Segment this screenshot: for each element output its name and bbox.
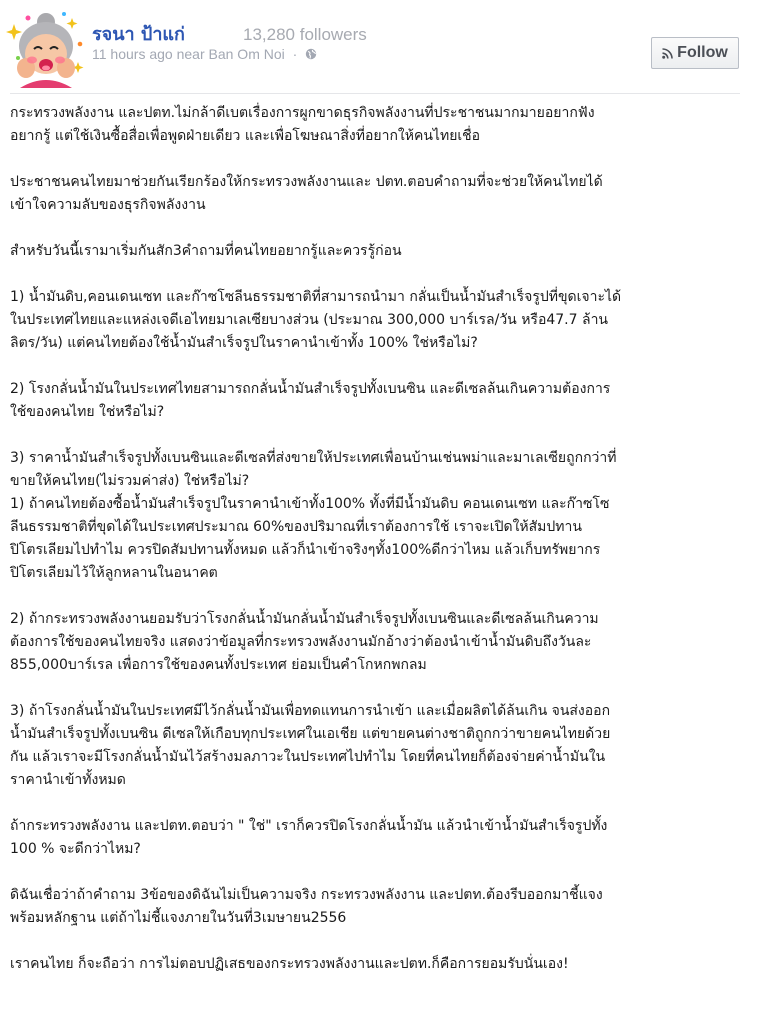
followers-count[interactable]: 13,280 followers [243, 25, 367, 44]
author-name[interactable]: รจนา ป้าแก่ [92, 24, 185, 45]
question-1: 1) น้ำมันดิบ,คอนเดนเซท และก๊าซโซลีนธรรมชาติที่สามารถนำมา กลั่นเป็นน้ำมันสำเร็จรูปที่ขุดเจาะได้ ในประเทศไทยและแหล่งเจดีเอไทยมาเลเซียบางส่วน (ประมาณ 300,000 บาร์เรล/วัน หรือ47.7 ล้าน ลิตร/วัน) แต่คนไทยต้องใช้น้ำมันสำเร็จรูปในราคานำเข้าทั้ง 100% ใช่หรือไม่? [10, 289, 622, 351]
paragraph: เราคนไทย ก็จะถือว่า การไม่ตอบปฏิเสธของกระทรวงพลังงานและปตท.ก็คือการยอมรับนั่นเอง! [10, 956, 569, 972]
rss-icon [662, 48, 673, 59]
meta-separator: · [292, 46, 298, 62]
post-time[interactable]: 11 hours ago [92, 46, 173, 62]
paragraph: สำหรับวันนี้เรามาเริ่มกันสัก3คำถามที่คนไทยอยากรู้และควรรู้ก่อน [10, 243, 402, 259]
answer-2: 2) ถ้ากระทรวงพลังงานยอมรับว่าโรงกลั่นน้ำมันกลั่นน้ำมันสำเร็จรูปทั้งเบนซินและดีเซลล้นเกินความ ต้องการใช้ของคนไทยจริง แสดงว่าข้อมูลที่กระทรวงพลังงานมักอ้างว่าต้องนำเข้าน้ำมันดิบถึงวันละ 855,000บาร์เรล เพื่อการใช้ของคนทั้งประเทศ ย่อมเป็นคำโกหกพกลม [10, 611, 599, 673]
paragraph: กระทรวงพลังงาน และปตท.ไม่กล้าดีเบตเรื่องการผูกขาดธุรกิจพลังงานที่ประชาชนมากมายอยากฟัง อยากรู้ แต่ใช้เงินซื้อสื่อเพื่อพูดฝ่ายเดียว และเพื่อโฆษณาสิ่งที่อยากให้คนไทยเชื่อ [10, 105, 595, 144]
question-2: 2) โรงกลั่นน้ำมันในประเทศไทยสามารถกลั่นน้ำมันสำเร็จรูปทั้งเบนซิน และดีเซลล้นเกินความต้องการ ใช้ของคนไทย ใช่หรือไม่? [10, 381, 611, 420]
paragraph: ดิฉันเชื่อว่าถ้าคำถาม 3ข้อของดิฉันไม่เป็นความจริง กระทรวงพลังงาน และปตท.ต้องรีบออกมาชี้แจง พร้อมหลักฐาน แต่ถ้าไม่ชี้แจงภายในวันที่3เมษายน2556 [10, 887, 603, 926]
question-3: 3) ราคาน้ำมันสำเร็จรูปทั้งเบนซินและดีเซลที่ส่งขายให้ประเทศเพื่อนบ้านเช่นพม่าและมาเลเซียถูกกว่าที่ ขายให้คนไทย(ไม่รวมค่าส่ง) ใช่หรือไม่? [10, 450, 617, 489]
answer-1: 1) ถ้าคนไทยต้องซื้อน้ำมันสำเร็จรูปในราคานำเข้าทั้ง100% ทั้งที่มีน้ำมันดิบ คอนเดนเซท และก๊าซโซ ลีนธรรมชาติที่ขุดได้ในประเทศประมาณ 60%ของปริมาณที่เราต้องการใช้ เราจะเปิดให้สัมปทาน ปิโตรเลียมไปทำไม ควรปิดสัมปทานทั้งหมด แล้วก็นำเข้าจริงๆทั้ง100%ดีกว่าไหม แล้วเก็บทรัพยากร ปิโตรเลียมไว้ให้ลูกหลานในอนาคต [10, 496, 610, 581]
follow-button[interactable] [651, 37, 739, 69]
header-divider [10, 93, 740, 94]
paragraph: ประชาชนคนไทยมาช่วยกันเรียกร้องให้กระทรวงพลังงานและ ปตท.ตอบคำถามที่จะช่วยให้คนไทยได้ เข้าใจความลับของธุรกิจพลังงาน [10, 174, 603, 213]
paragraph: ถ้ากระทรวงพลังงาน และปตท.ตอบว่า " ใช่" เราก็ควรปิดโรงกลั่นน้ำมัน แล้วนำเข้าน้ำมันสำเร็จรูปทั้ง 100 % จะดีกว่าไหม? [10, 818, 608, 857]
post-location[interactable]: near Ban Om Noi [176, 46, 285, 62]
globe-icon[interactable] [305, 48, 317, 60]
post-body [10, 102, 748, 999]
answer-3: 3) ถ้าโรงกลั่นน้ำมันในประเทศมีไว้กลั่นน้ำมันเพื่อทดแทนการนำเข้า และเมื่อผลิตได้ล้นเกิน จนส่งออก น้ำมันสำเร็จรูปทั้งเบนซิน ดีเซลให้เกือบทุกประเทศในเอเชีย แต่ขายคนต่างชาติถูกกว่าขายคนไทยด้วย กัน แล้วเราจะมีโรงกลั่นน้ำมันไว้สร้างมลภาวะในประเทศไปทำไม โดยที่คนไทยก็ต้องจ่ายค่าน้ำมันใน ราคานำเข้าทั้งหมด [10, 703, 611, 788]
follow-label: Follow [677, 44, 728, 61]
avatar[interactable] [6, 10, 86, 88]
post-meta [92, 46, 317, 62]
post-header [0, 0, 758, 95]
